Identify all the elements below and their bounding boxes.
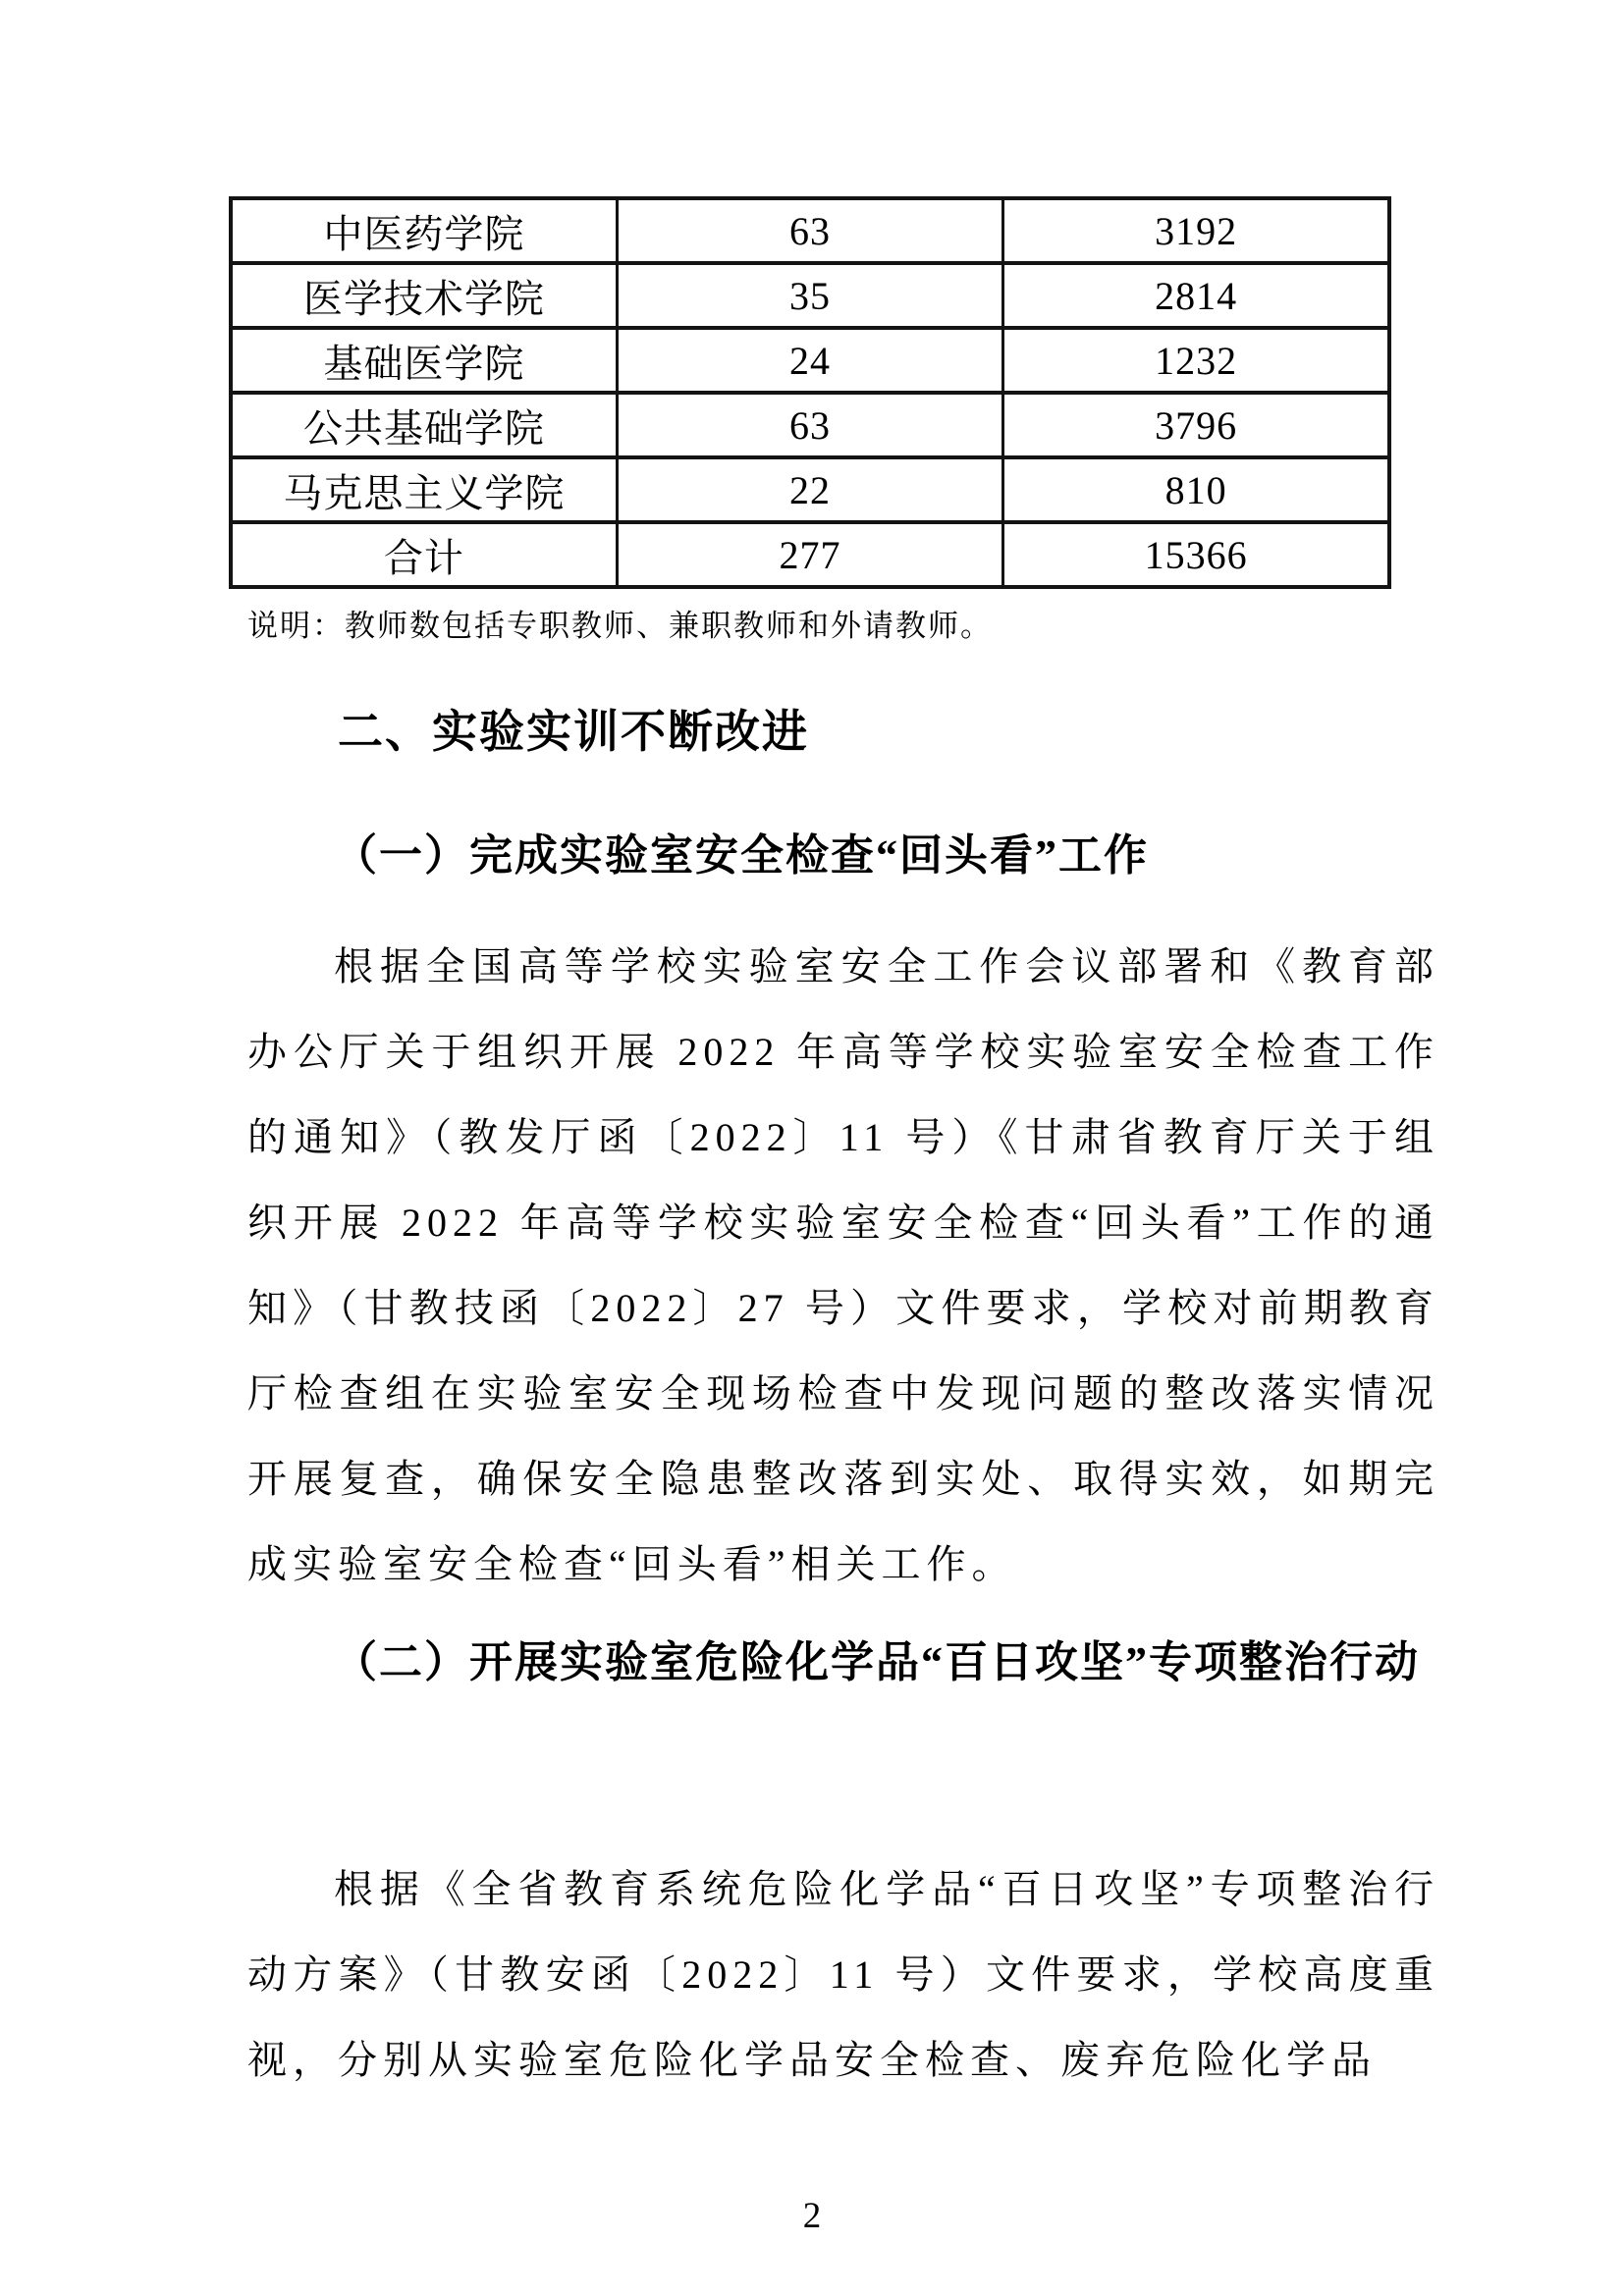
- hours-cell: 3192: [1003, 198, 1389, 263]
- paragraph-1: 根据全国高等学校实验室安全工作会议部署和《教育部办公厅关于组织开展 2022 年高等学校实验室安全检查工作的通知》（教发厅函〔2022〕11 号）《甘肃省教育厅关于组织开展 2022 年高等学校实验室安全检查“回头看”工作的通知》（甘教技函〔2022〕27 号）文件要求，学校对前期教育厅检查组在实验室安全现场检查中发现问题的整改落实情况开展复查，确保安全隐患整改落到实处、取得实效，如期完成实验室安全检查“回头看”相关工作。: [247, 944, 1439, 1586]
- hours-cell: 810: [1003, 457, 1389, 522]
- college-stats-table: [229, 196, 1391, 589]
- teacher-count-cell: 63: [617, 393, 1002, 457]
- table-row: [231, 328, 1389, 393]
- subsection-1-heading: （一）完成实验室安全检查“回头看”工作: [334, 831, 1149, 880]
- paragraph-2: 根据《全省教育系统危险化学品“百日攻坚”专项整治行动方案》（甘教安函〔2022〕11 号）文件要求，学校高度重视，分别从实验室危险化学品安全检查、废弃危险化学品: [247, 1867, 1439, 2082]
- teacher-count-cell: 24: [617, 328, 1002, 393]
- hours-cell: 15366: [1003, 522, 1389, 587]
- hours-cell: 3796: [1003, 393, 1389, 457]
- table-row: [231, 457, 1389, 522]
- college-name-cell: 中医药学院: [231, 198, 617, 263]
- teacher-count-cell: 277: [617, 522, 1002, 587]
- college-name-cell: 医学技术学院: [231, 263, 617, 328]
- table-note: 说明：教师数包括专职教师、兼职教师和外请教师。: [247, 609, 993, 643]
- table-row: [231, 393, 1389, 457]
- section-heading: 二、实验实训不断改进: [338, 707, 809, 757]
- college-name-cell: 公共基础学院: [231, 393, 617, 457]
- table-row: [231, 263, 1389, 328]
- college-name-cell: 马克思主义学院: [231, 457, 617, 522]
- hours-cell: 1232: [1003, 328, 1389, 393]
- college-name-cell: 合计: [231, 522, 617, 587]
- teacher-count-cell: 63: [617, 198, 1002, 263]
- page-number: 2: [802, 2196, 822, 2236]
- table-row-total: [231, 522, 1389, 587]
- hours-cell: 2814: [1003, 263, 1389, 328]
- table-row: [231, 198, 1389, 263]
- teacher-count-cell: 35: [617, 263, 1002, 328]
- subsection-2-heading: （二）开展实验室危险化学品“百日攻坚”专项整治行动: [334, 1638, 1420, 1686]
- college-name-cell: 基础医学院: [231, 328, 617, 393]
- teacher-count-cell: 22: [617, 457, 1002, 522]
